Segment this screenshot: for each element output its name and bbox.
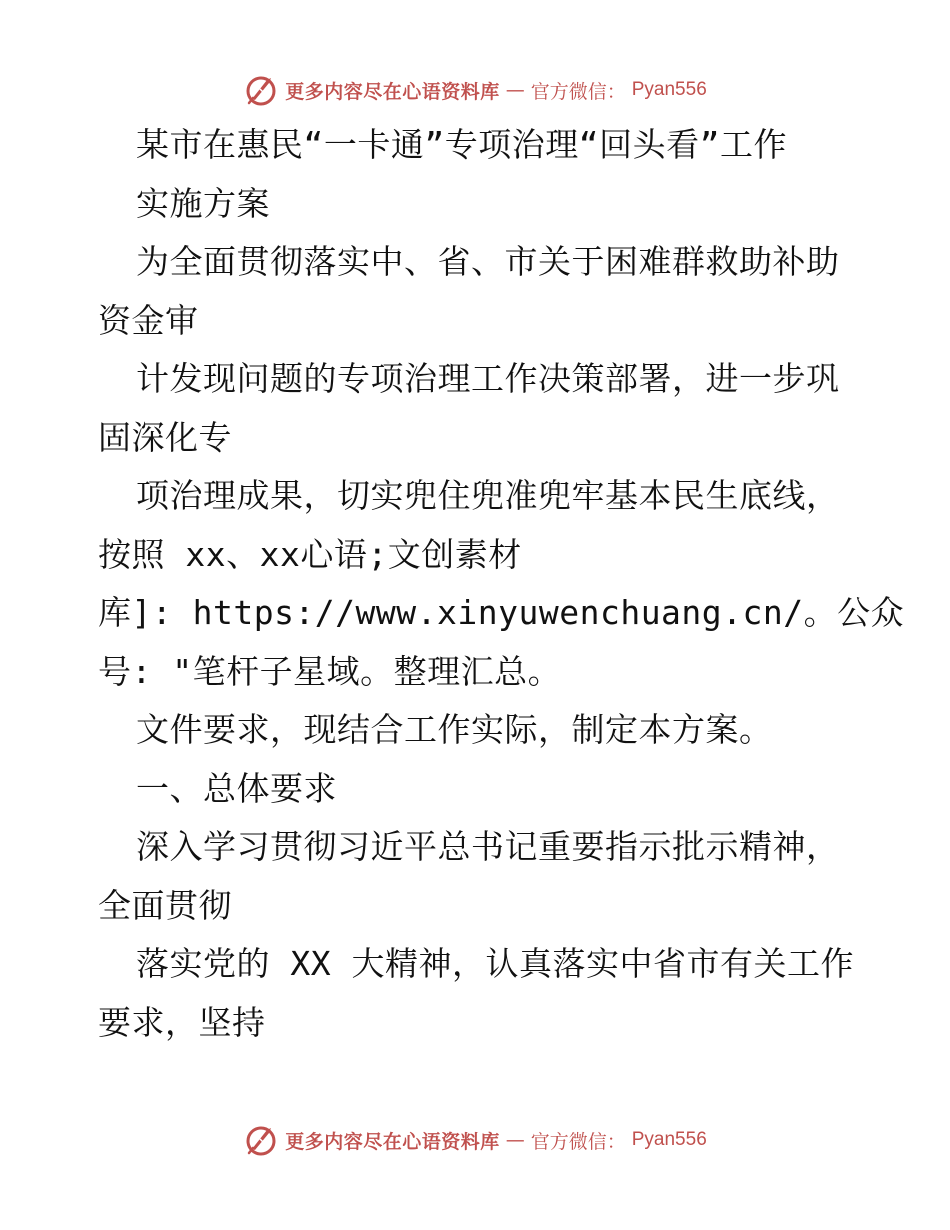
document-body [98,116,905,1052]
document-line: 落实党的 XX 大精神，认真落实中省市有关工作 [136,944,854,983]
document-line: 资金审 [98,300,199,340]
watermark-library-text: 更多内容尽在心语资料库 [285,80,500,103]
document-line: 深入学习贯彻习近平总书记重要指示批示精神， [136,827,840,866]
document-line: 全面贯彻 [98,885,232,925]
document-line: 按照 xx、xx心语;文创素材 [98,534,522,574]
watermark-separator: — [505,1129,525,1151]
document-line: 为全面贯彻落实中、省、市关于困难群救助补助 [136,242,840,281]
watermark-wechat-label: 官方微信： [530,80,626,103]
watermark-wechat-id: Pyan556 [631,1129,707,1150]
feather-pen-logo-icon [243,1122,279,1158]
watermark-wechat-id: Pyan556 [631,79,707,100]
document-line: 文件要求，现结合工作实际，制定本方案。 [136,710,773,749]
document-line: 要求，坚持 [98,1002,266,1042]
document-line: 某市在惠民“一卡通”专项治理“回头看”工作 [136,125,787,164]
header-watermark-banner [0,72,950,108]
watermark-library-text: 更多内容尽在心语资料库 [285,1130,500,1153]
document-line: 号: "笔杆子星域。整理汇总。 [98,651,562,691]
document-line: 库]: https://www.xinyuwenchuang.cn/。公众 [98,593,905,632]
footer-watermark-banner [0,1122,950,1158]
feather-pen-logo-icon [243,72,279,108]
watermark-wechat-label: 官方微信： [530,1130,626,1153]
watermark-separator: — [505,79,525,101]
document-line: 实施方案 [136,183,270,223]
document-line: 项治理成果，切实兜住兜准兜牢基本民生底线， [136,476,840,515]
document-line: 计发现问题的专项治理工作决策部署，进一步巩 [136,359,840,398]
document-line: 固深化专 [98,417,232,457]
document-line: 一、总体要求 [136,768,337,808]
